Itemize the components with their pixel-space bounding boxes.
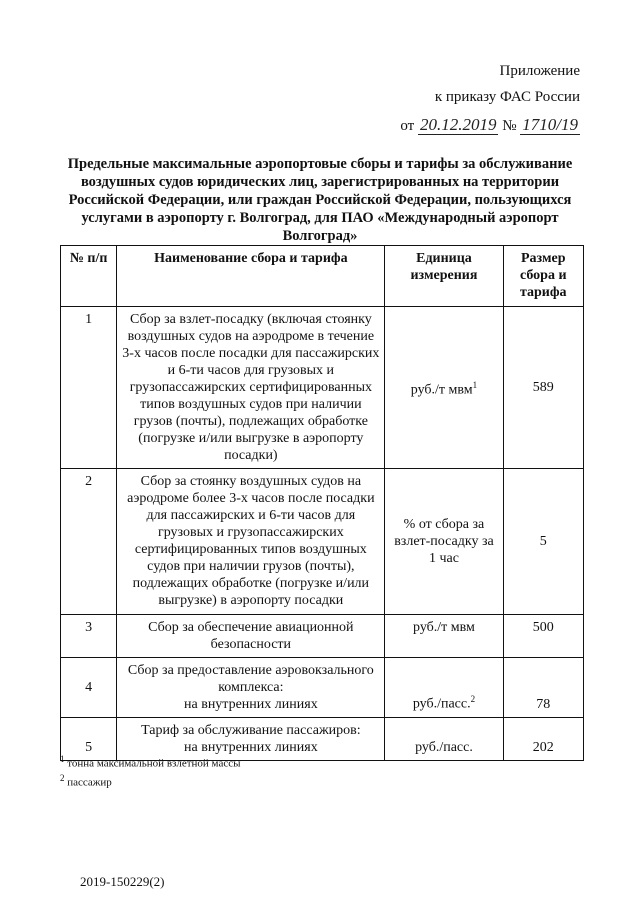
footnote: $^2$ пассажир — [60, 772, 112, 789]
row-unit: % от сбора за взлет-посадку за 1 час — [385, 469, 503, 615]
row-value: 202 — [503, 718, 583, 761]
row-number: 4 — [61, 658, 117, 718]
row-value: 500 — [503, 615, 583, 658]
table-header-row — [61, 246, 584, 307]
header-value: Размер сбора и тарифа — [503, 246, 583, 307]
row-unit: руб./пасс.$^2$ — [385, 658, 503, 718]
header-name: Наименование сбора и тарифа — [117, 246, 385, 307]
order-date-number — [400, 115, 580, 135]
row-number: 1 — [61, 307, 117, 469]
row-number: 5 — [61, 718, 117, 761]
order-date: 20.12.2019 — [419, 115, 497, 134]
row-subline: на внутренних линиях — [184, 697, 318, 712]
table-row — [61, 307, 584, 469]
row-unit: руб./т мвм — [385, 615, 503, 658]
table-row — [61, 615, 584, 658]
tariff-table — [60, 245, 584, 761]
row-name: Сбор за предоставление аэровокзального комплекса: на внутренних линиях — [117, 658, 385, 718]
table-row — [61, 658, 584, 718]
order-reference: к приказу ФАС России — [434, 89, 580, 105]
header-unit: Единица измерения — [385, 246, 503, 307]
row-name: Сбор за стоянку воздушных судов на аэродроме более 3-х часов после посадки для пассажирских и 6-ти часов для грузовых и грузопассажирских сертифицированных типов воздушных судов при наличии грузов (почты), подлежащих обработке (погрузке и/или выгрузке) в аэропорту посадки — [117, 469, 385, 615]
header-number: № п/п — [61, 246, 117, 307]
row-name: Тариф за обслуживание пассажиров: на внутренних линиях — [117, 718, 385, 761]
row-name: Сбор за обеспечение авиационной безопасности — [117, 615, 385, 658]
table-row — [61, 469, 584, 615]
footnotes — [60, 752, 240, 789]
footnote: $^1$ тонна максимальной взлетной массы — [60, 754, 241, 770]
appendix-label: Приложение — [499, 63, 580, 79]
order-number: 1710/19 — [522, 115, 578, 134]
row-value: 589 — [503, 307, 583, 469]
document-title: Предельные максимальные аэропортовые сборы и тарифы за обслуживание воздушных судов юридических лиц, зарегистрированных на территории Российской Федерации, или граждан Российской Федерации, пользующихся услугами в аэропорту г. Волгоград, для ПАО «Международный аэропорт Волгоград» — [67, 156, 573, 244]
row-subline: на внутренних линиях — [184, 740, 318, 755]
row-value: 78 — [503, 658, 583, 718]
row-number: 3 — [61, 615, 117, 658]
number-label: № — [502, 118, 517, 134]
document-id: 2019-150229(2) — [80, 874, 165, 889]
row-unit: руб./пасс. — [385, 718, 503, 761]
row-unit: руб./т мвм$^1$ — [385, 307, 503, 469]
row-name: Сбор за взлет-посадку (включая стоянку воздушных судов на аэродроме в течение 3-х часов после посадки для пассажирских и 6-ти часов для грузовых и грузопассажирских сертифицированных типов воздушных судов при наличии грузов (почты), подлежащих обработке (погрузке и/или выгрузке в аэропорту посадки) — [117, 307, 385, 469]
from-label: от — [400, 118, 415, 134]
row-number: 2 — [61, 469, 117, 615]
row-value: 5 — [503, 469, 583, 615]
